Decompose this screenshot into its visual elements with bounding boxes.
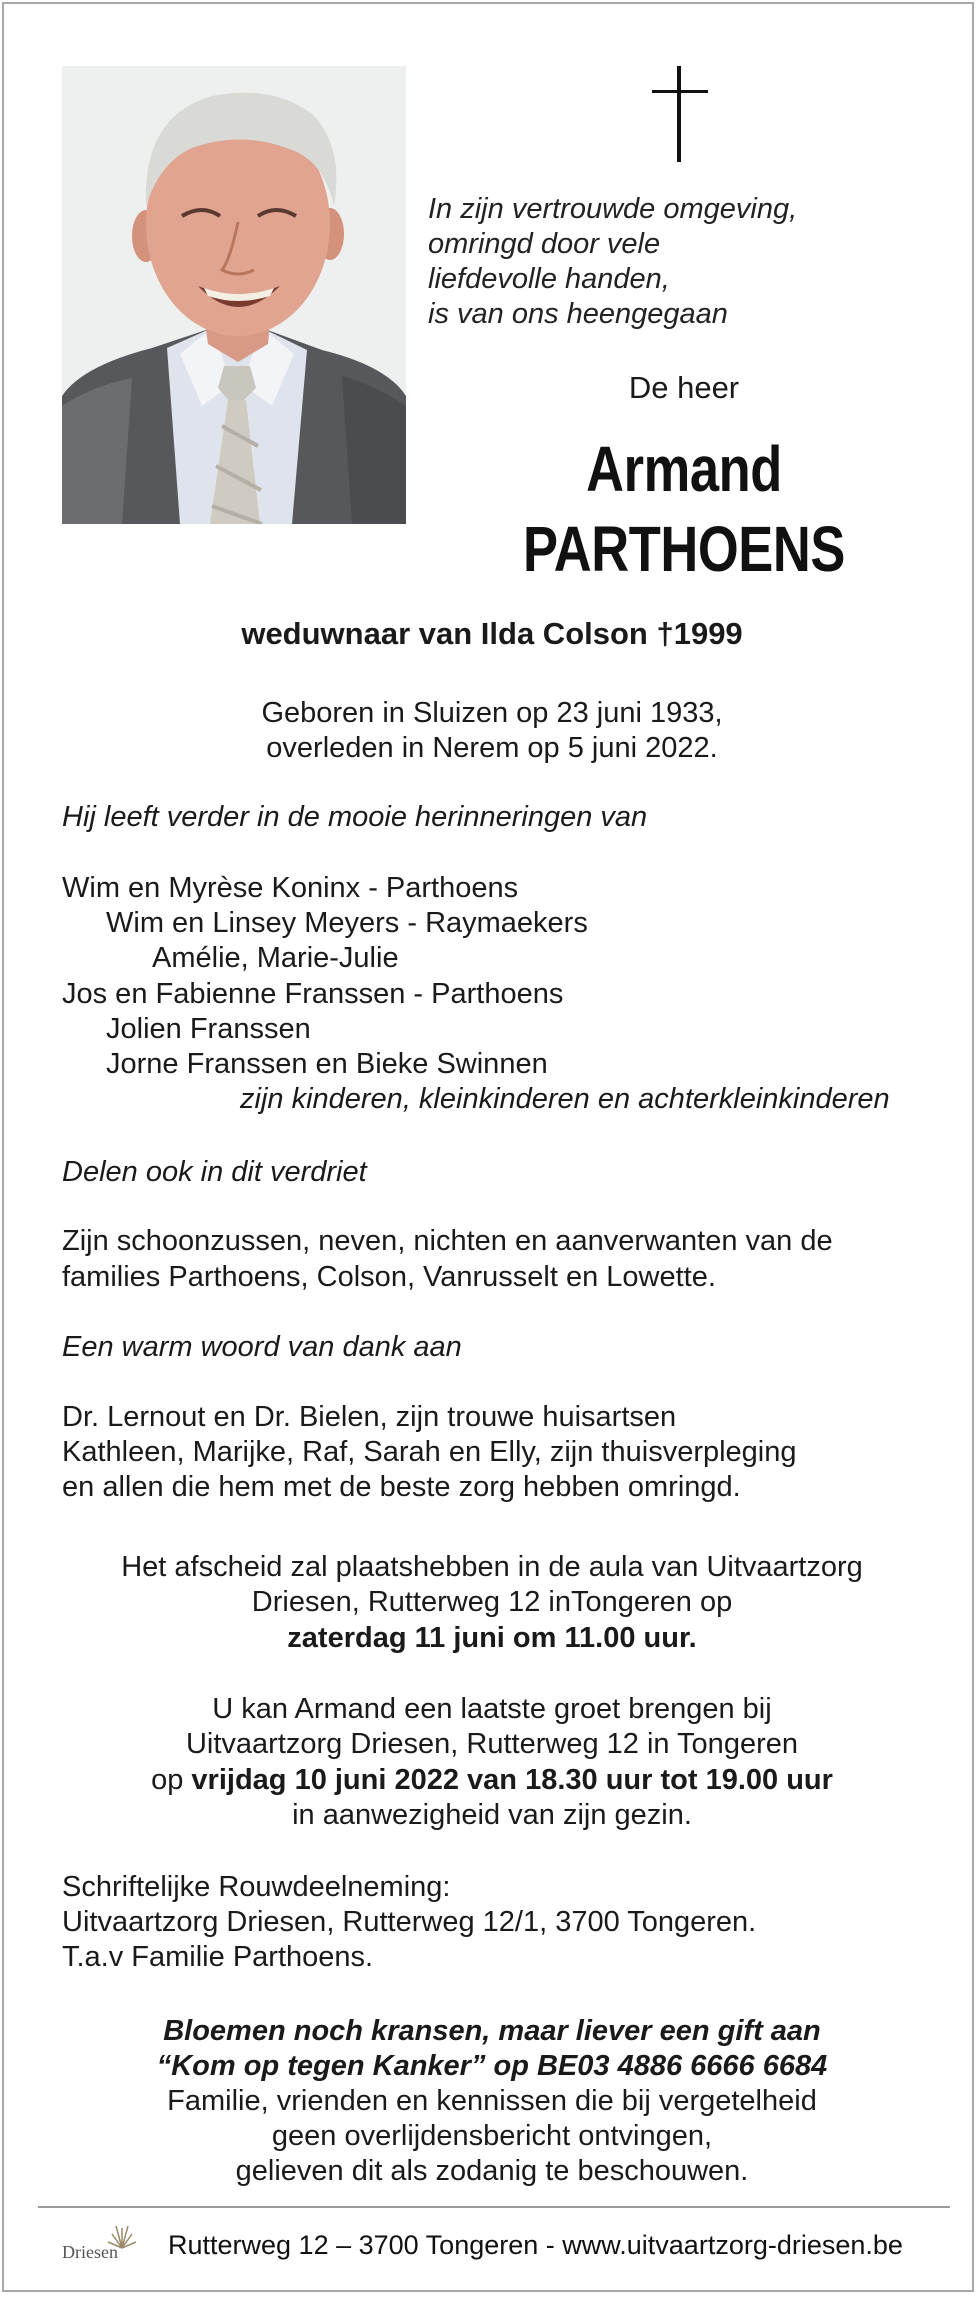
closing-line: gelieven dit als zodanig te beschouwen.: [235, 2155, 749, 2187]
share-line: Zijn schoonzussen, neven, nichten en aanverwanten van de: [62, 1225, 833, 1257]
obituary-card: [2, 2, 974, 2292]
last-name: PARTHOENS: [523, 513, 845, 585]
memories-heading: Hij leeft verder in de mooie herinneringen van: [62, 801, 648, 833]
intro-line: omringd door vele: [428, 228, 661, 260]
portrait-illustration: [62, 66, 406, 524]
first-name: Armand: [586, 433, 782, 505]
visitation-time-line: [4, 1763, 980, 1798]
intro-line: In zijn vertrouwde omgeving,: [428, 193, 798, 225]
closing-bold-line: Bloemen noch kransen, maar liever een gift aan: [163, 2015, 821, 2047]
death-line: overleden in Nerem op 5 juni 2022.: [266, 732, 718, 764]
intro-text: [428, 192, 908, 332]
birth-line: Geboren in Sluizen op 23 juni 1933,: [261, 697, 723, 729]
family-line: Amélie, Marie-Julie: [152, 942, 399, 974]
family-line: Wim en Linsey Meyers - Raymaekers: [106, 907, 588, 939]
share-line: families Parthoens, Colson, Vanrusselt en Lowette.: [62, 1261, 716, 1293]
condolences-line: T.a.v Familie Parthoens.: [62, 1941, 374, 1973]
visitation-prefix: op: [151, 1764, 184, 1796]
visitation-line: U kan Armand een laatste groet brengen bij: [212, 1693, 772, 1725]
farewell-line: Driesen, Rutterweg 12 inTongeren op: [251, 1586, 733, 1618]
family-line: Wim en Myrèse Koninx - Parthoens: [62, 872, 519, 904]
visitation-time: vrijdag 10 juni 2022 van 18.30 uur tot 19.00 uur: [191, 1764, 833, 1796]
closing-bold-line: “Kom op tegen Kanker” op BE03 4886 6666 6684: [156, 2050, 828, 2082]
family-line: Jolien Franssen: [106, 1013, 311, 1045]
footer-separator: [38, 2206, 950, 2208]
thanks-heading: Een warm woord van dank aan: [62, 1331, 462, 1363]
driesen-logo-icon: [60, 2218, 150, 2278]
portrait-photo: [62, 66, 406, 524]
footer-address: Rutterweg 12 – 3700 Tongeren - www.uitvaartzorg-driesen.be: [168, 2230, 903, 2260]
intro-line: is van ons heengegaan: [428, 298, 728, 330]
family-line: Jorne Franssen en Bieke Swinnen: [106, 1048, 548, 1080]
visitation-line: Uitvaartzorg Driesen, Rutterweg 12 in Tongeren: [185, 1728, 798, 1760]
share-heading: Delen ook in dit verdriet: [62, 1156, 367, 1188]
visitation-line: in aanwezigheid van zijn gezin.: [292, 1799, 692, 1831]
thanks-line: Dr. Lernout en Dr. Bielen, zijn trouwe huisartsen: [62, 1401, 677, 1433]
logo-text: Driesen: [62, 2242, 118, 2262]
closing-line: Familie, vrienden en kennissen die bij vergetelheid: [167, 2085, 817, 2117]
widower-of: weduwnaar van Ilda Colson †1999: [241, 616, 743, 651]
title-prefix: De heer: [628, 370, 740, 405]
family-relation: zijn kinderen, kleinkinderen en achterkleinkinderen: [240, 1083, 890, 1115]
farewell-line: Het afscheid zal plaatshebben in de aula van Uitvaartzorg: [121, 1551, 863, 1583]
closing-line: geen overlijdensbericht ontvingen,: [271, 2120, 713, 2152]
birth-death: [4, 696, 980, 766]
farewell-date: zaterdag 11 juni om 11.00 uur.: [287, 1622, 697, 1654]
condolences-line: Schriftelijke Rouwdeelneming:: [62, 1871, 451, 1903]
thanks-line: en allen die hem met de beste zorg hebben omringd.: [62, 1471, 741, 1503]
intro-line: liefdevolle handen,: [428, 263, 670, 295]
family-line: Jos en Fabienne Franssen - Parthoens: [62, 978, 564, 1010]
cross-icon: [652, 66, 708, 162]
condolences-line: Uitvaartzorg Driesen, Rutterweg 12/1, 3700 Tongeren.: [62, 1906, 757, 1938]
thanks-line: Kathleen, Marijke, Raf, Sarah en Elly, zijn thuisverpleging: [62, 1436, 797, 1468]
